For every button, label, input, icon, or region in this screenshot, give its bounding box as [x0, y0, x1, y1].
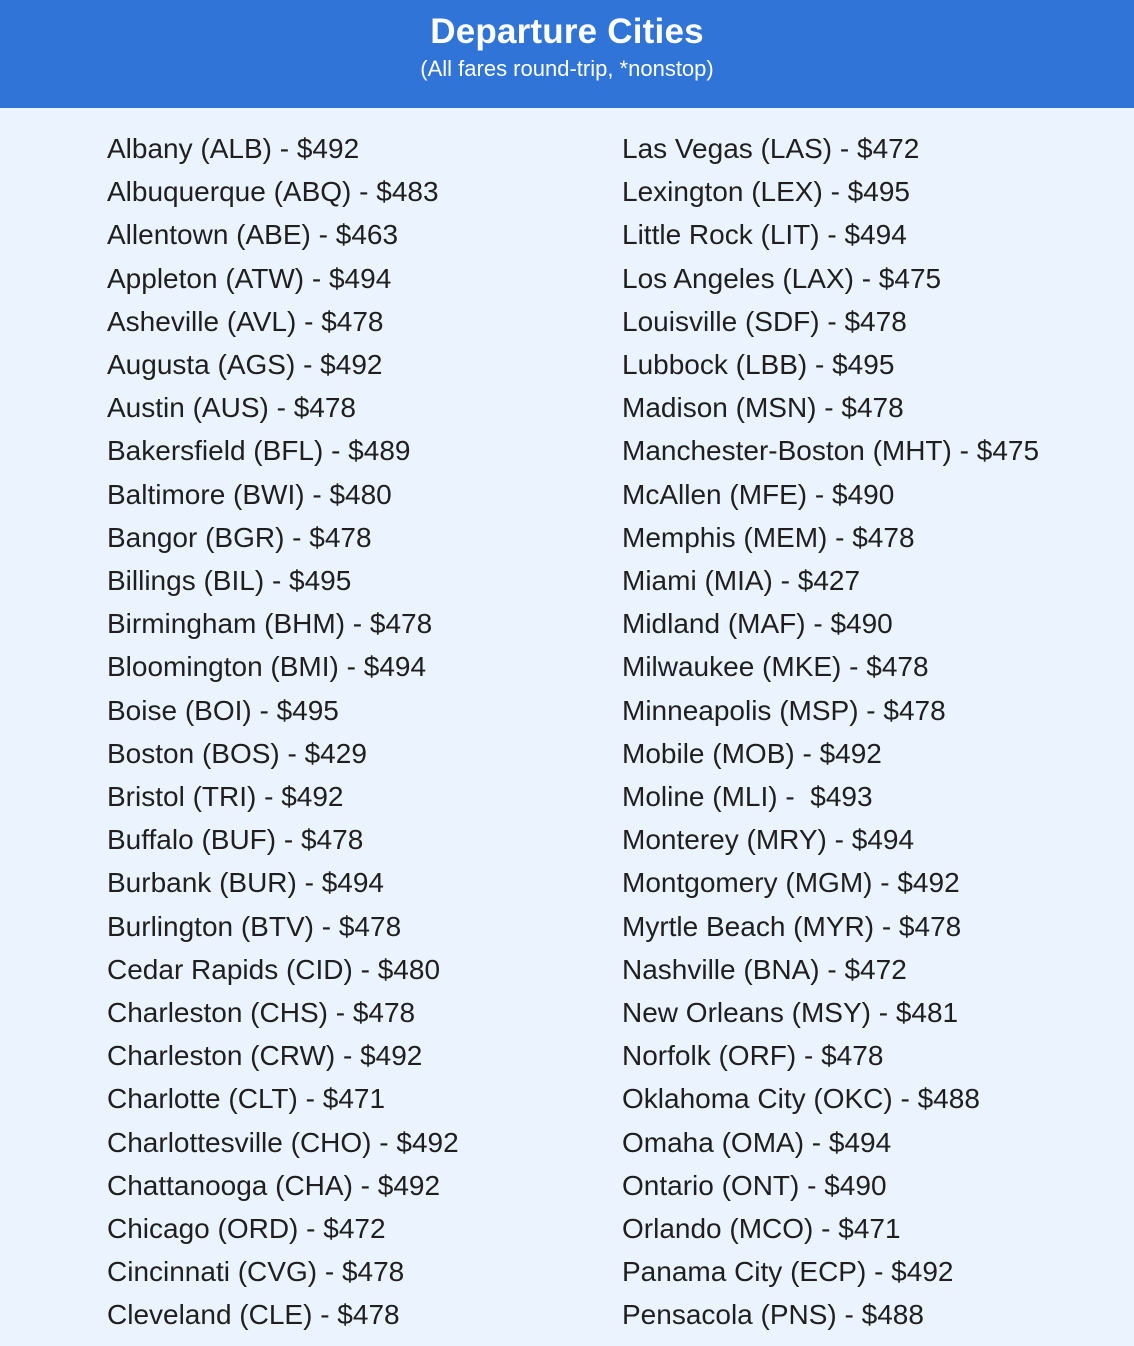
city-fare-item: Little Rock (LIT) - $494 [622, 219, 907, 251]
page-subtitle: (All fares round-trip, *nonstop) [420, 56, 714, 81]
cities-column-right [622, 127, 1039, 1337]
city-fare-item: Cleveland (CLE) - $478 [107, 1299, 400, 1331]
city-fare-item: Birmingham (BHM) - $478 [107, 608, 433, 640]
city-fare-item: Montgomery (MGM) - $492 [622, 867, 960, 899]
city-fare-item: Billings (BIL) - $495 [107, 565, 352, 597]
city-fare-item: Charlottesville (CHO) - $492 [107, 1126, 459, 1158]
city-fare-item: Norfolk (ORF) - $478 [622, 1040, 884, 1072]
city-fare-item: Los Angeles (LAX) - $475 [622, 262, 942, 294]
city-fare-item: Boston (BOS) - $429 [107, 737, 367, 769]
city-fare-item: Burlington (BTV) - $478 [107, 910, 402, 942]
city-fare-item: Lubbock (LBB) - $495 [622, 349, 895, 381]
city-fare-item: Panama City (ECP) - $492 [622, 1256, 954, 1288]
city-fare-item: Austin (AUS) - $478 [107, 392, 356, 424]
city-fare-item: Memphis (MEM) - $478 [622, 521, 915, 553]
city-fare-item: Las Vegas (LAS) - $472 [622, 133, 920, 164]
city-fare-item: Chattanooga (CHA) - $492 [107, 1169, 441, 1201]
city-fare-item: New Orleans (MSY) - $481 [622, 997, 959, 1029]
city-fare-item: Midland (MAF) - $490 [622, 608, 893, 640]
city-fare-item: Albuquerque (ABQ) - $483 [107, 176, 439, 208]
city-fare-item: Milwaukee (MKE) - $478 [622, 651, 929, 683]
city-fare-item: Louisville (SDF) - $478 [622, 305, 907, 337]
city-fare-item: Pensacola (PNS) - $488 [622, 1299, 924, 1331]
city-fare-item: Buffalo (BUF) - $478 [107, 824, 364, 856]
city-fare-item: Asheville (AVL) - $478 [107, 305, 384, 337]
city-fare-item: Charleston (CHS) - $478 [107, 997, 416, 1029]
cities-column-left [107, 127, 459, 1337]
city-fare-item: Chicago (ORD) - $472 [107, 1213, 386, 1245]
city-fare-item: Minneapolis (MSP) - $478 [622, 694, 946, 726]
city-fare-item: Miami (MIA) - $427 [622, 565, 861, 597]
city-fare-item: Boise (BOI) - $495 [107, 694, 339, 726]
city-fare-item: Charleston (CRW) - $492 [107, 1040, 423, 1072]
page-title: Departure Cities [430, 12, 704, 51]
city-fare-item: Madison (MSN) - $478 [622, 392, 904, 424]
city-fare-item: McAllen (MFE) - $490 [622, 478, 895, 510]
city-fare-item: Ontario (ONT) - $490 [622, 1169, 887, 1201]
city-fare-item: Lexington (LEX) - $495 [622, 176, 910, 208]
city-fare-item: Appleton (ATW) - $494 [107, 262, 392, 294]
city-fare-item: Omaha (OMA) - $494 [622, 1126, 892, 1158]
city-fare-item: Bristol (TRI) - $492 [107, 781, 344, 813]
city-fare-item: Myrtle Beach (MYR) - $478 [622, 910, 962, 942]
city-fare-item: Bloomington (BMI) - $494 [107, 651, 427, 683]
city-fare-item: Nashville (BNA) - $472 [622, 953, 907, 985]
city-fare-item: Cedar Rapids (CID) - $480 [107, 953, 441, 985]
city-fare-item: Moline (MLI) - $493 [622, 781, 873, 813]
city-fare-item: Bangor (BGR) - $478 [107, 521, 372, 553]
city-fare-item: Orlando (MCO) - $471 [622, 1213, 901, 1245]
city-fare-item: Baltimore (BWI) - $480 [107, 478, 392, 510]
city-fare-item: Cincinnati (CVG) - $478 [107, 1256, 405, 1288]
city-fare-item: Allentown (ABE) - $463 [107, 219, 399, 251]
city-fare-item: Bakersfield (BFL) - $489 [107, 435, 411, 467]
city-fare-item: Augusta (AGS) - $492 [107, 349, 383, 381]
city-fare-item: Charlotte (CLT) - $471 [107, 1083, 386, 1115]
city-fare-item: Manchester-Boston (MHT) - $475 [622, 435, 1040, 467]
city-fare-item: Mobile (MOB) - $492 [622, 737, 882, 769]
city-fare-item: Albany (ALB) - $492 [107, 133, 360, 164]
city-fare-item: Monterey (MRY) - $494 [622, 824, 915, 856]
city-fare-item: Oklahoma City (OKC) - $488 [622, 1083, 980, 1115]
city-fare-item: Burbank (BUR) - $494 [107, 867, 385, 899]
